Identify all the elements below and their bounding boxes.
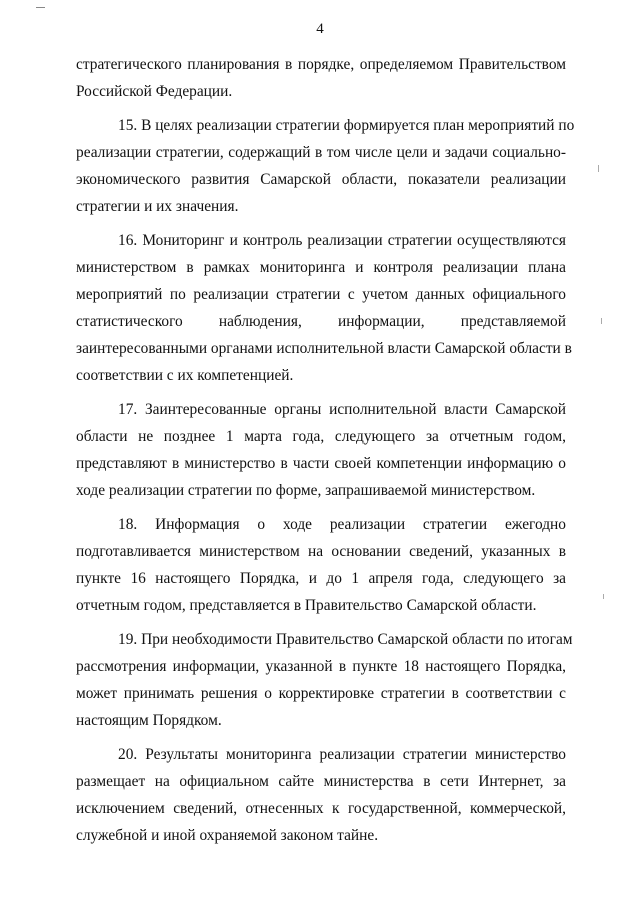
- text-line: мероприятий по реализации стратегии с учетом данных официального: [76, 286, 566, 303]
- paragraph-item-20: [76, 741, 566, 849]
- text-line: реализации стратегии, содержащий в том числе цели и задачи социально-: [76, 144, 566, 161]
- paragraph-item-18: [76, 511, 566, 619]
- text-line: настоящим Порядком.: [76, 712, 222, 729]
- paragraph-item-17: [76, 396, 566, 504]
- page-number: 4: [316, 21, 324, 37]
- scan-artifact: [603, 594, 604, 599]
- text-line: пункте 16 настоящего Порядка, и до 1 апреля года, следующего за: [76, 570, 566, 587]
- text-line: статистического наблюдения, информации, представляемой: [76, 313, 566, 330]
- text-line: стратегического планирования в порядке, определяемом Правительством: [76, 56, 566, 73]
- document-body: [76, 51, 575, 856]
- text-line: 19. При необходимости Правительство Самарской области по итогам: [118, 631, 573, 648]
- text-line: соответствии с их компетенцией.: [76, 367, 294, 384]
- scan-artifact: [601, 318, 602, 324]
- scan-artifact: [598, 165, 599, 172]
- text-line: заинтересованными органами исполнительной власти Самарской области в: [76, 340, 572, 357]
- paragraph-item-15: [76, 112, 575, 220]
- text-line: 16. Мониторинг и контроль реализации стратегии осуществляются: [118, 232, 566, 249]
- text-line: 20. Результаты мониторинга реализации стратегии министерство: [118, 746, 566, 763]
- paragraph-item-19: [76, 626, 573, 734]
- text-line: 15. В целях реализации стратегии формируется план мероприятий по: [118, 117, 575, 134]
- text-line: ходе реализации стратегии по форме, запрашиваемой министерством.: [76, 482, 536, 499]
- scan-artifact: [36, 7, 45, 8]
- text-line: 17. Заинтересованные органы исполнительной власти Самарской: [118, 401, 566, 418]
- text-line: рассмотрения информации, указанной в пункте 18 настоящего Порядка,: [76, 658, 566, 675]
- text-line: может принимать решения о корректировке стратегии в соответствии с: [76, 685, 566, 702]
- text-line: представляют в министерство в части своей компетенции информацию о: [76, 455, 566, 472]
- paragraph-item-16: [76, 227, 572, 389]
- text-line: исключением сведений, отнесенных к государственной, коммерческой,: [76, 800, 566, 817]
- paragraph-continuation: [76, 51, 566, 105]
- text-line: подготавливается министерством на основании сведений, указанных в: [76, 543, 566, 560]
- text-line: стратегии и их значения.: [76, 198, 239, 215]
- text-line: служебной и иной охраняемой законом тайне.: [76, 827, 379, 844]
- text-line: размещает на официальном сайте министерства в сети Интернет, за: [76, 773, 566, 790]
- text-line: отчетным годом, представляется в Правительство Самарской области.: [76, 597, 537, 614]
- text-line: экономического развития Самарской области, показатели реализации: [76, 171, 566, 188]
- text-line: области не позднее 1 марта года, следующего за отчетным годом,: [76, 428, 566, 445]
- text-line: министерством в рамках мониторинга и контроля реализации плана: [76, 259, 566, 276]
- text-line: 18. Информация о ходе реализации стратегии ежегодно: [118, 516, 566, 533]
- text-line: Российской Федерации.: [76, 83, 233, 100]
